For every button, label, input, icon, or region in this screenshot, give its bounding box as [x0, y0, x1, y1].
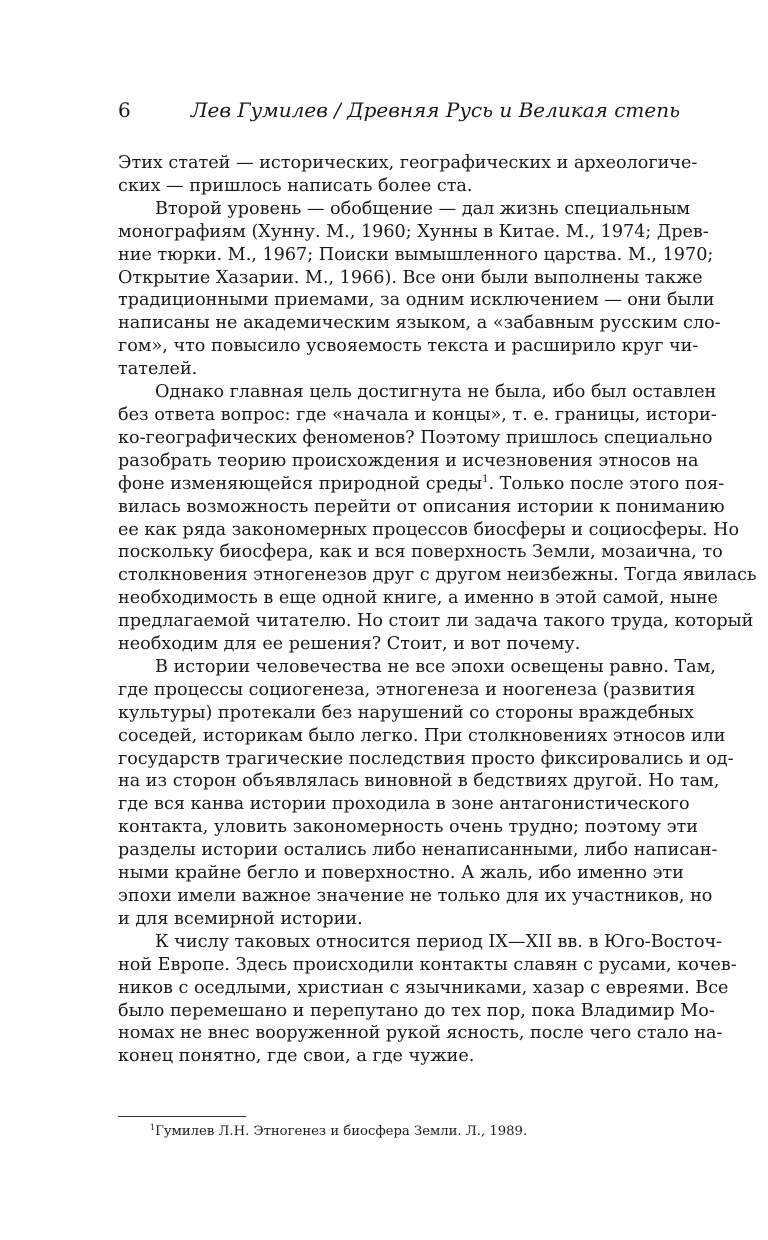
text-line: необходимость в еще одной книге, а именно в этой самой, ныне: [118, 588, 718, 609]
text-line: и для всемирной истории.: [118, 908, 363, 929]
text-line: разделы истории остались либо ненаписанными, либо написан-: [118, 840, 718, 861]
text-line: номах не внес вооруженной рукой ясность, после чего стало на-: [118, 1023, 723, 1044]
text-line: Открытие Хазарии. М., 1966). Все они были выполнены также: [118, 267, 703, 288]
text-line: ников с оседлыми, христиан с язычниками, хазар с евреями. Все: [118, 977, 729, 998]
text-line: К числу таковых относится период IX—XII вв. в Юго-Восточ-: [155, 931, 723, 952]
paragraph: [118, 198, 721, 381]
text-line: монографиям (Хунну. М., 1960; Хунны в Китае. М., 1974; Древ-: [118, 221, 709, 242]
text-line: традиционными приемами, за одним исключением — они были: [118, 290, 715, 311]
text-line: В истории человечества не все эпохи освещены равно. Там,: [155, 656, 716, 677]
text-line: написаны не академическим языком, а «забавным русским сло-: [118, 313, 721, 334]
text-line: соседей, историкам было легко. При столкновениях этносов или: [118, 725, 726, 746]
text-line: Этих статей — исторических, географических и археологиче-: [118, 153, 698, 173]
footnote-divider: [118, 1116, 246, 1117]
text-line: где процессы социогенеза, этногенеза и ноогенеза (развития: [118, 679, 696, 700]
text-line: без ответа вопрос: где «начала и концы», т. е. границы, истори-: [118, 404, 717, 425]
text-line: эпохи имели важное значение не только для их участников, но: [118, 886, 713, 906]
page-number: 6: [118, 98, 131, 122]
text-line: ее как ряда закономерных процессов биосферы и социосферы. Но: [118, 519, 740, 540]
text-line: государств трагические последствия просто фиксировались и од-: [118, 748, 734, 769]
text-line: тателей.: [118, 359, 198, 380]
text-line: поскольку биосфера, как и вся поверхность Земли, мозаична, то: [118, 542, 723, 563]
text-line: ко-географических феноменов? Поэтому пришлось специально: [118, 427, 713, 448]
text-line: предлагаемой читателю. Но стоит ли задача такого труда, который: [118, 611, 754, 632]
text-line: конец понятно, где свои, а где чужие.: [118, 1046, 475, 1067]
footnote: [150, 1124, 527, 1139]
text-line: Однако главная цель достигнута не была, ибо был оставлен: [155, 382, 717, 403]
footnote-marker: 1: [150, 1123, 156, 1132]
paragraph: [118, 931, 737, 1068]
text-line: ной Европе. Здесь происходили контакты славян с русами, кочев-: [118, 954, 737, 975]
text-line: где вся канва истории проходила в зоне антагонистического: [118, 794, 690, 815]
text-line: [118, 473, 725, 496]
text-line: необходим для ее решения? Стоит, и вот почему.: [118, 634, 581, 655]
running-header: [118, 98, 680, 122]
paragraph: [118, 381, 757, 656]
text-line: на из сторон объявлялась виновной в бедствиях другой. Но там,: [118, 771, 720, 792]
text-line: столкновения этногенезов друг с другом неизбежны. Тогда явилась: [118, 565, 757, 586]
text-line: ние тюрки. М., 1967; Поиски вымышленного царства. М., 1970;: [118, 244, 714, 265]
footnote-text: Гумилев Л.Н. Этногенез и биосфера Земли. Л., 1989.: [155, 1124, 528, 1139]
text-segment: . Только после этого поя-: [488, 473, 725, 494]
paragraph: [118, 152, 698, 198]
body-text: [118, 152, 757, 1068]
running-title: Лев Гумилев / Древняя Русь и Великая степь: [190, 98, 680, 122]
text-line: разобрать теорию происхождения и исчезновения этносов на: [118, 450, 699, 471]
text-line: контакта, уловить закономерность очень трудно; поэтому эти: [118, 817, 699, 838]
footnote-reference: 1: [482, 473, 489, 485]
text-line: Второй уровень — обобщение — дал жизнь специальным: [155, 198, 691, 219]
text-line: вилась возможность перейти от описания истории к пониманию: [118, 496, 725, 517]
text-line: ских — пришлось написать более ста.: [118, 175, 473, 196]
paragraph: [118, 656, 734, 931]
text-line: культуры) протекали без нарушений со стороны враждебных: [118, 702, 694, 723]
text-segment: фоне изменяющейся природной среды: [118, 473, 483, 494]
text-line: было перемешано и перепутано до тех пор, пока Владимир Мо-: [118, 1000, 715, 1021]
text-line: гом», что повысило усвояемость текста и расширило круг чи-: [118, 336, 699, 357]
text-line: ными крайне бегло и поверхностно. А жаль, ибо именно эти: [118, 863, 684, 884]
